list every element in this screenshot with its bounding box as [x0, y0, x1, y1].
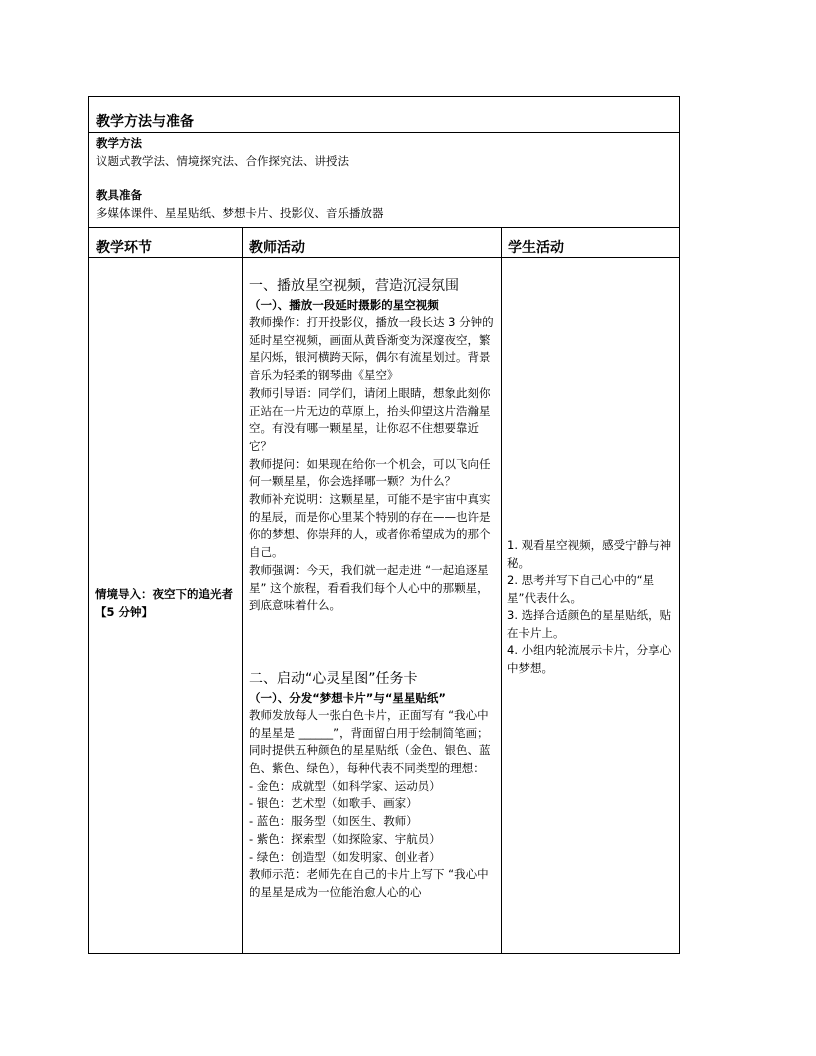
student-item: 2. 思考并写下自己心中的“星星”代表什么。: [507, 573, 655, 605]
spacer: [249, 615, 494, 666]
paragraph: 教师提问：如果现在给你一个机会，可以飞向任何一颗星星，你会选择哪一颗？为什么？: [249, 456, 491, 489]
student-item: 3. 选择合适颜色的星星贴纸，贴在卡片上。: [507, 608, 672, 640]
divider: [89, 132, 679, 133]
paragraph: 教师强调：今天，我们就一起走进 “一起追逐星星” 这个旅程，看看我们每个人心中的那颗星，到底意味着什么。: [249, 562, 489, 613]
list-item: - 金色：成就型（如科学家、运动员）: [249, 778, 441, 793]
methods-text: 议题式教学法、情境探究法、合作探究法、讲授法: [96, 154, 349, 168]
student-item: 1. 观看星空视频，感受宁静与神秘。: [507, 538, 672, 570]
divider: [89, 227, 679, 228]
list-item: - 紫色：探索型（如探险家、宇航员）: [249, 831, 441, 846]
tools-text: 多媒体课件、星星贴纸、梦想卡片、投影仪、音乐播放器: [96, 206, 384, 220]
part1-title: 一、播放星空视频，营造沉浸氛围: [249, 278, 459, 294]
header-teacher: 教师活动: [249, 240, 305, 256]
part2-title: 二、启动“心灵星图”任务卡: [249, 670, 418, 687]
divider: [89, 257, 679, 258]
student-item: 4. 小组内轮流展示卡片，分享心中梦想。: [507, 643, 672, 675]
lesson-plan-table: [88, 96, 680, 954]
methods-label: 教学方法: [96, 136, 142, 150]
column-divider: [501, 227, 502, 953]
section-title: 教学方法与准备: [96, 114, 194, 130]
paragraph: 教师补充说明：这颗星星，可能不是宇宙中真实的星辰，而是你心里某个特别的存在——也许是你的梦想、你崇拜的人，或者你希望成为的那个自己。: [249, 492, 491, 560]
tools-label: 教具准备: [96, 188, 142, 202]
list-item: - 绿色：创造型（如发明家、创业者）: [249, 849, 441, 864]
paragraph: 教师引导语：同学们，请闭上眼睛，想象此刻你正站在一片无边的草原上，抬头仰望这片浩瀚星空。有没有哪一颗星星，让你忍不住想要靠近它？: [249, 385, 491, 453]
paragraph: 教师操作：打开投影仪，播放一段长达 3 分钟的延时星空视频，画面从黄昏渐变为深邃夜空，繁星闪烁，银河横跨天际，偶尔有流星划过。背景音乐为轻柔的钢琴曲《星空》: [249, 315, 494, 383]
teacher-activity-cell: [249, 273, 494, 902]
column-divider: [242, 227, 243, 953]
student-activity-cell: [507, 537, 675, 677]
part2-subtitle: （一）、分发“梦想卡片”与“星星贴纸”: [249, 690, 446, 705]
part1-subtitle: （一）、播放一段延时摄影的星空视频: [249, 298, 439, 312]
list-item: - 银色：艺术型（如歌手、画家）: [249, 796, 418, 811]
header-student: 学生活动: [508, 240, 564, 256]
paragraph: 教师发放每人一张白色卡片，正面写有 “我心中的星星是 ______”，背面留白用于绘制简笔画；同时提供五种颜色的星星贴纸（金色、银色、蓝色、紫色、绿色），每种代表不同类型的理想：: [249, 707, 491, 776]
list-item: - 蓝色：服务型（如医生、教师）: [249, 814, 418, 829]
paragraph: 教师示范：老师先在自己的卡片上写下 “我心中的星星是成为一位能治愈人心的心: [249, 867, 489, 899]
header-stage: 教学环节: [96, 240, 152, 256]
stage-cell: 情境导入：夜空下的追光者【5 分钟】: [95, 587, 233, 619]
